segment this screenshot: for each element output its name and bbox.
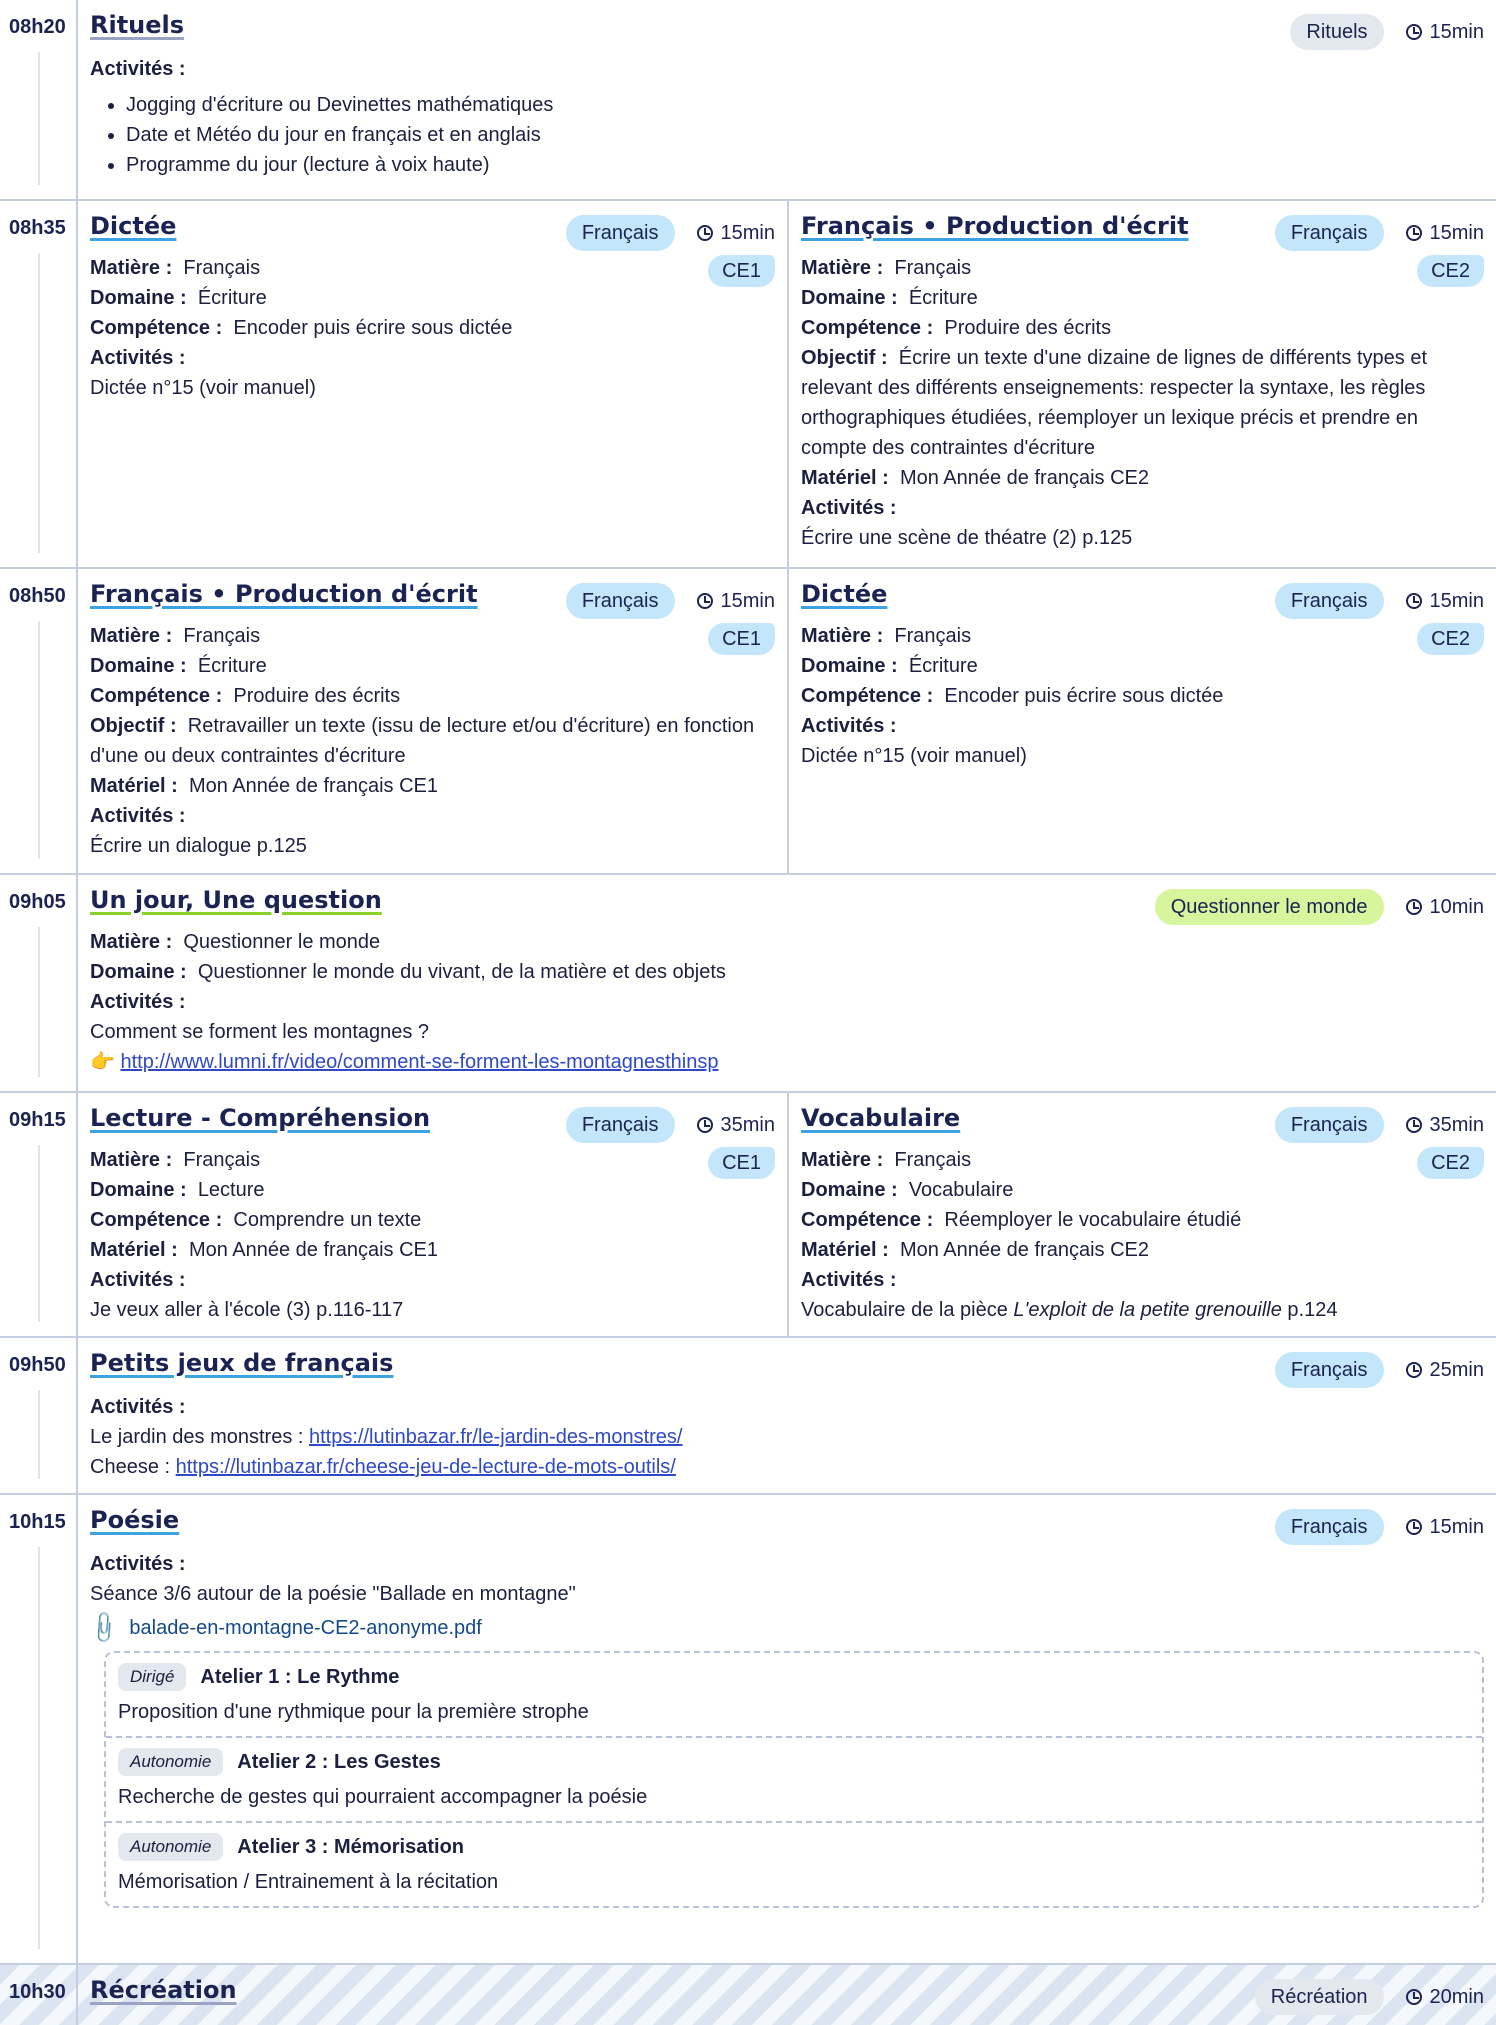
clock-icon [1406,1519,1422,1535]
clock-icon [1406,1989,1422,2005]
activity-card[interactable]: Lecture - Compréhension Français 35min CE1 Matière : Français Domaine : Lecture Compétence : Comprendre un texte Matériel : Mon Année de français CE1 Activités : Je veux aller à l'école (3) p.116-117 [78,1093,787,1336]
activities-label: Activités : [90,58,186,80]
time-column [0,1965,78,2025]
duration: 35min [697,1114,775,1137]
slot-0950 [0,1338,1496,1495]
pointing-hand-icon: 👉 [90,1051,115,1073]
timeline-line [38,1547,40,1949]
clock-icon [697,225,713,241]
activities-list [126,90,1484,180]
subject-tag: Récréation [1255,1979,1384,2015]
time-column [0,1495,78,1963]
activity-card[interactable] [78,1965,1496,2025]
duration: 10min [1406,896,1484,919]
activity-text: Écrire un dialogue p.125 [90,835,307,857]
level-badge: CE2 [1417,623,1484,655]
time-column [0,569,78,873]
time-column [0,0,78,199]
activity-card[interactable]: Petits jeux de français Français 25min Activités : Le jardin des monstres : https://lutinbazar.fr/le-jardin-des-monstres/ Cheese : https://lutinbazar.fr/cheese-jeu-de-lecture-de-mots-outils/ [90,1349,1484,1478]
game-link[interactable]: https://lutinbazar.fr/cheese-jeu-de-lecture-de-mots-outils/ [175,1456,676,1478]
timeline-line [38,253,40,553]
slot-time: 08h35 [9,217,66,239]
workshop-desc: Recherche de gestes qui pourraient accompagner la poésie [118,1786,648,1808]
subject-tag: Français [1275,1352,1384,1388]
activity-title[interactable]: Français • Production d'écrit [801,212,1189,240]
workshop-title: Atelier 3 : Mémorisation [237,1835,464,1858]
clock-icon [1406,593,1422,609]
timeline-line [38,621,40,859]
activity-title[interactable]: Français • Production d'écrit [90,580,478,608]
subject-tag: Français [1275,1107,1384,1143]
workshop-desc: Mémorisation / Entrainement à la récitation [118,1871,499,1893]
clock-icon [697,593,713,609]
activity-card[interactable]: Français • Production d'écrit Français 15min CE1 Matière : Français Domaine : Écriture Compétence : Produire des écrits Objectif : Retravailler un texte (issu de lecture et/ou d'écriture) en fonction d'une ou deux contraintes d'écriture Matériel : Mon Année de français CE1 Activités : Écrire un dialogue p.125 [78,569,787,873]
time-column [0,201,78,567]
time-column [0,1338,78,1493]
timeline-line [38,1145,40,1322]
slot-1015 [0,1495,1496,1965]
subject-tag: Questionner le monde [1155,889,1384,925]
timeline-line [38,1390,40,1479]
slot-time: 08h20 [9,16,66,38]
game-link[interactable]: https://lutinbazar.fr/le-jardin-des-monstres/ [309,1426,683,1448]
subject-tag: Rituels [1290,14,1383,50]
slot-time: 09h50 [9,1354,66,1376]
activity-title[interactable]: Un jour, Une question [90,886,382,914]
slot-0820 [0,0,1496,201]
activity-title[interactable]: Petits jeux de français [90,1349,394,1377]
paperclip-icon: 📎 [85,1609,123,1647]
list-item: • Jogging d'écriture ou Devinettes mathématiques [126,90,1484,120]
level-badge: CE1 [708,255,775,287]
activity-title[interactable]: Lecture - Compréhension [90,1104,431,1132]
slot-0850 [0,569,1496,875]
slot-time: 09h05 [9,891,66,913]
slot-time: 09h15 [9,1109,66,1131]
workshops [104,1651,1484,1908]
activity-card[interactable]: Dictée Français 15min CE2 Matière : Français Domaine : Écriture Compétence : Encoder puis écrire sous dictée Activités : Dictée n°15 (voir manuel) [787,569,1496,873]
activity-card[interactable] [78,0,1496,199]
time-column [0,875,78,1091]
list-item: • Date et Météo du jour en français et en anglais [126,120,1484,150]
activity-title[interactable]: Rituels [90,11,185,39]
clock-icon [1406,1117,1422,1133]
activity-text: Dictée n°15 (voir manuel) [90,377,316,399]
time-column [0,1093,78,1336]
clock-icon [1406,1362,1422,1378]
subject-tag: Français [1275,1509,1384,1545]
slot-time: 10h30 [9,1981,66,2003]
level-badge: CE1 [708,1147,775,1179]
activity-title[interactable]: Dictée [90,212,177,240]
level-badge: CE1 [708,623,775,655]
clock-icon [1406,225,1422,241]
activity-text: Je veux aller à l'école (3) p.116-117 [90,1299,404,1321]
list-item: • Programme du jour (lecture à voix haute) [126,150,1484,180]
duration: 25min [1406,1359,1484,1382]
activity-text: Écrire une scène de théatre (2) p.125 [801,527,1133,549]
workshop-mode: Dirigé [118,1663,186,1691]
activity-card[interactable]: Un jour, Une question Questionner le monde 10min Matière : Questionner le monde Domaine : Questionner le monde du vivant, de la matière et des objets Activités : Comment se forment les montagnes ? 👉 http://www.lumni.fr/video/comment-se-forment-les-montagnesthinsp [90,886,1484,1073]
video-link[interactable]: http://www.lumni.fr/video/comment-se-forment-les-montagnesthinsp [120,1051,719,1073]
workshop-desc: Proposition d'une rythmique pour la première strophe [118,1701,589,1723]
workshop-title: Atelier 2 : Les Gestes [237,1750,441,1773]
workshop-mode: Autonomie [118,1833,223,1861]
duration: 15min [1406,21,1484,44]
duration: 35min [1406,1114,1484,1137]
activity-card[interactable]: Poésie Français 15min Activités : Séance 3/6 autour de la poésie "Ballade en montagne" 📎 balade-en-montagne-CE2-anonyme.pdf Dirigé Atelier 1 : Le Rythme Proposition d'une rythmique pour la première strophe Autonomie Atelier 2 : Les Gestes Recherche de gestes qui pourraient accompagner la poésie Autonomie Atelier 3 : Mémorisation Mémorisation / Entrainement à la récitation [78,1495,1496,1963]
attachment-filename[interactable]: balade-en-montagne-CE2-anonyme.pdf [129,1616,482,1639]
level-badge: CE2 [1417,255,1484,287]
activity-card[interactable]: Français • Production d'écrit Français 15min CE2 Matière : Français Domaine : Écriture Compétence : Produire des écrits Objectif : Écrire un texte d'une dizaine de lignes de différents types et relevant des différents enseignements: respecter la syntaxe, les règles orthographiques étudiées, réemployer un lexique précis et prendre en compte des contraintes d'écriture Matériel : Mon Année de français CE2 Activités : Écrire une scène de théatre (2) p.125 [787,201,1496,567]
slot-time: 08h50 [9,585,66,607]
subject-tag: Français [1275,583,1384,619]
slot-time: 10h15 [9,1511,66,1533]
duration: 15min [1406,222,1484,245]
subject-tag: Français [566,1107,675,1143]
activity-title[interactable]: Vocabulaire [801,1104,961,1132]
timeline-line [38,52,40,185]
duration: 15min [697,590,775,613]
activity-title[interactable]: Dictée [801,580,888,608]
clock-icon [1406,24,1422,40]
activity-text: Dictée n°15 (voir manuel) [801,745,1027,767]
subject-tag: Français [1275,215,1384,251]
activity-text: Séance 3/6 autour de la poésie "Ballade en montagne" [90,1583,576,1605]
activity-text: Vocabulaire de la pièce L'exploit de la petite grenouille p.124 [801,1299,1338,1321]
subject-tag: Français [566,215,675,251]
activity-title[interactable]: Récréation [90,1976,237,2004]
duration: 15min [1406,1516,1484,1539]
activity-card[interactable]: Vocabulaire Français 35min CE2 Matière : Français Domaine : Vocabulaire Compétence : Réemployer le vocabulaire étudié Matériel : Mon Année de français CE2 Activités : Vocabulaire de la pièce L'exploit de la petite grenouille p.124 [787,1093,1496,1336]
slot-1030 [0,1965,1496,2025]
activity-card[interactable]: Dictée Français 15min CE1 Matière : Français Domaine : Écriture Compétence : Encoder puis écrire sous dictée Activités : Dictée n°15 (voir manuel) [78,201,787,567]
workshop [106,1823,1482,1906]
duration: 15min [1406,590,1484,613]
activity-text: Comment se forment les montagnes ? [90,1021,430,1043]
slot-0905 [0,875,1496,1093]
activity-title[interactable]: Poésie [90,1506,180,1534]
slot-0915 [0,1093,1496,1338]
duration: 15min [697,222,775,245]
attachment[interactable] [85,1609,1484,1647]
level-badge: CE2 [1417,1147,1484,1179]
workshop-mode: Autonomie [118,1748,223,1776]
clock-icon [1406,899,1422,915]
slot-0835 [0,201,1496,569]
workshop-title: Atelier 1 : Le Rythme [200,1665,400,1688]
timeline-line [38,927,40,1077]
subject-tag: Français [566,583,675,619]
clock-icon [697,1117,713,1133]
workshop [106,1653,1482,1738]
workshop [106,1738,1482,1823]
duration: 20min [1406,1986,1484,2009]
